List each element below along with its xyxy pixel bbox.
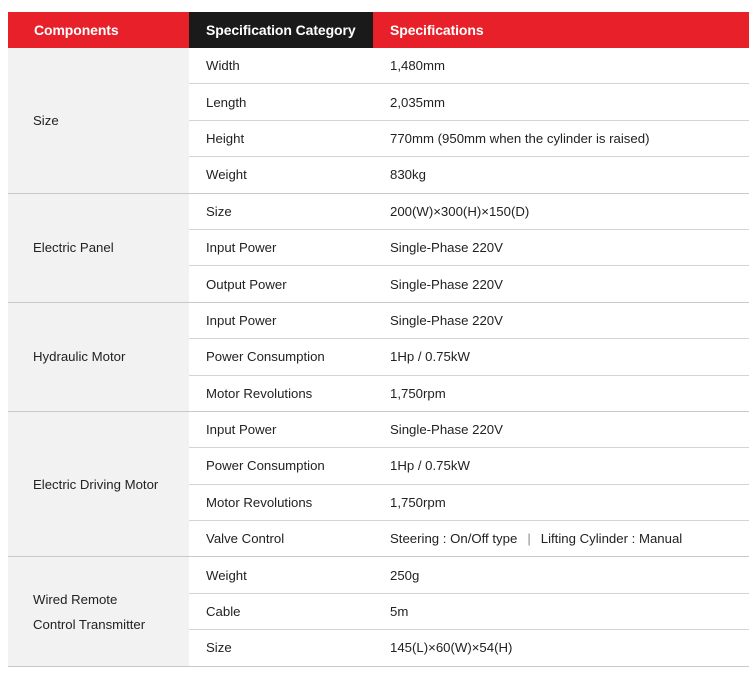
spec-table xyxy=(8,12,749,667)
spec-cell: 250g xyxy=(373,557,749,593)
component-line: Wired Remote xyxy=(33,591,118,607)
table-row xyxy=(8,302,749,338)
category-cell: Width xyxy=(189,48,373,84)
category-cell: Input Power xyxy=(189,229,373,265)
category-cell: Size xyxy=(189,630,373,666)
header-specifications: Specifications xyxy=(373,12,749,48)
category-cell: Weight xyxy=(189,557,373,593)
spec-cell: 1,750rpm xyxy=(373,375,749,411)
category-cell: Valve Control xyxy=(189,521,373,557)
category-cell: Output Power xyxy=(189,266,373,302)
component-size: Size xyxy=(8,48,189,193)
category-cell: Motor Revolutions xyxy=(189,484,373,520)
category-cell: Input Power xyxy=(189,411,373,447)
spec-cell: 770mm (950mm when the cylinder is raised) xyxy=(373,120,749,156)
table-header xyxy=(8,12,749,48)
table-row xyxy=(8,193,749,229)
category-cell: Motor Revolutions xyxy=(189,375,373,411)
spec-cell: 2,035mm xyxy=(373,84,749,120)
spec-cell: 830kg xyxy=(373,157,749,193)
spec-cell: 200(W)×300(H)×150(D) xyxy=(373,193,749,229)
component-hydraulic-motor: Hydraulic Motor xyxy=(8,302,189,411)
category-cell: Size xyxy=(189,193,373,229)
component-line: Control Transmitter xyxy=(33,616,146,632)
table-body xyxy=(8,48,749,666)
spec-cell: Single-Phase 220V xyxy=(373,302,749,338)
table-row xyxy=(8,48,749,84)
spec-cell: 1Hp / 0.75kW xyxy=(373,448,749,484)
spec-separator: | xyxy=(527,531,531,547)
component-electric-panel: Electric Panel xyxy=(8,193,189,302)
spec-cell: 5m xyxy=(373,593,749,629)
component-wired-remote xyxy=(8,557,189,666)
category-cell: Input Power xyxy=(189,302,373,338)
spec-cell: 1Hp / 0.75kW xyxy=(373,339,749,375)
header-components: Components xyxy=(8,12,189,48)
category-cell: Length xyxy=(189,84,373,120)
spec-cell: Single-Phase 220V xyxy=(373,266,749,302)
component-electric-driving-motor: Electric Driving Motor xyxy=(8,411,189,557)
spec-cell: 1,480mm xyxy=(373,48,749,84)
spec-part-lifting: Lifting Cylinder : Manual xyxy=(540,531,683,547)
spec-part-steering: Steering : On/Off type xyxy=(390,531,518,547)
table-row xyxy=(8,557,749,593)
category-cell: Weight xyxy=(189,157,373,193)
category-cell: Power Consumption xyxy=(189,448,373,484)
category-cell: Height xyxy=(189,120,373,156)
spec-cell: Single-Phase 220V xyxy=(373,411,749,447)
category-cell: Power Consumption xyxy=(189,339,373,375)
spec-cell: 1,750rpm xyxy=(373,484,749,520)
spec-cell: Single-Phase 220V xyxy=(373,229,749,265)
spec-table-container xyxy=(8,12,749,667)
spec-cell: 145(L)×60(W)×54(H) xyxy=(373,630,749,666)
spec-cell xyxy=(373,521,749,557)
table-row xyxy=(8,411,749,447)
header-category: Specification Category xyxy=(189,12,373,48)
category-cell: Cable xyxy=(189,593,373,629)
